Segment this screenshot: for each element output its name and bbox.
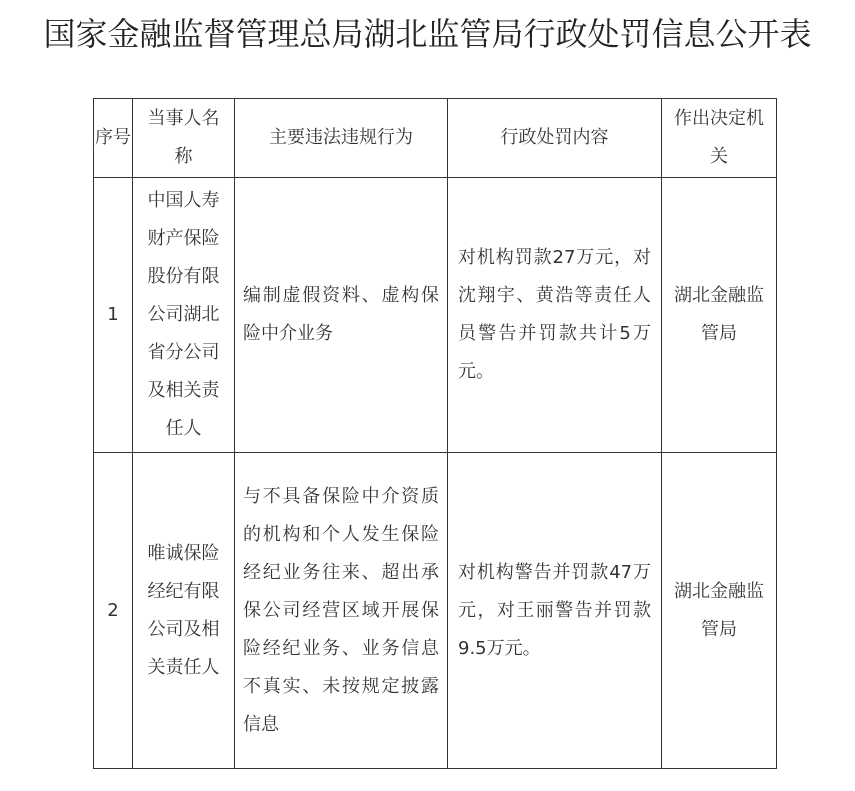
header-authority <box>662 99 777 178</box>
row-authority-cell <box>662 178 777 453</box>
row-index: 2 <box>107 599 119 621</box>
header-index <box>94 99 133 178</box>
header-party <box>133 99 235 178</box>
header-party-label: 当事人名称 <box>147 108 220 167</box>
row-index: 1 <box>107 304 119 325</box>
header-penalty <box>448 99 662 178</box>
row-penalty-cell <box>448 453 662 769</box>
row-index-cell <box>94 178 133 453</box>
row-penalty-cell <box>448 178 662 453</box>
row-index-cell <box>94 453 133 769</box>
row-party-cell <box>133 453 235 769</box>
row-authority: 湖北金融监管局 <box>674 285 764 344</box>
header-violation <box>235 99 448 178</box>
row-authority: 湖北金融监管局 <box>674 580 764 640</box>
row-party-cell <box>133 178 235 453</box>
header-penalty-label: 行政处罚内容 <box>500 127 609 148</box>
table-row <box>94 178 777 453</box>
row-violation-cell <box>235 178 448 453</box>
row-penalty: 对机构警告并罚款47万元，对王丽警告并罚款9.5万元。 <box>458 561 651 659</box>
row-violation: 编制虚假资料、虚构保险中介业务 <box>243 285 439 344</box>
penalty-table <box>93 98 777 769</box>
row-party: 中国人寿财产保险股份有限公司湖北省分公司及相关责任人 <box>147 190 220 439</box>
row-violation-cell <box>235 453 448 769</box>
table-header-row <box>94 99 777 178</box>
row-penalty: 对机构罚款27万元，对沈翔宇、黄浩等责任人员警告并罚款共计5万元。 <box>458 247 651 382</box>
header-index-label: 序号 <box>95 127 131 148</box>
page-title: 国家金融监督管理总局湖北监管局行政处罚信息公开表 <box>43 15 812 53</box>
row-authority-cell <box>662 453 777 769</box>
row-violation: 与不具备保险中介资质的机构和个人发生保险经纪业务往来、超出承保公司经营区域开展保险经纪业务、业务信息不真实、未按规定披露信息 <box>243 485 439 735</box>
header-authority-label: 作出决定机关 <box>674 108 764 167</box>
header-violation-label: 主要违法违规行为 <box>269 127 413 148</box>
row-party: 唯诚保险经纪有限公司及相关责任人 <box>147 542 220 678</box>
table-row <box>94 453 777 769</box>
